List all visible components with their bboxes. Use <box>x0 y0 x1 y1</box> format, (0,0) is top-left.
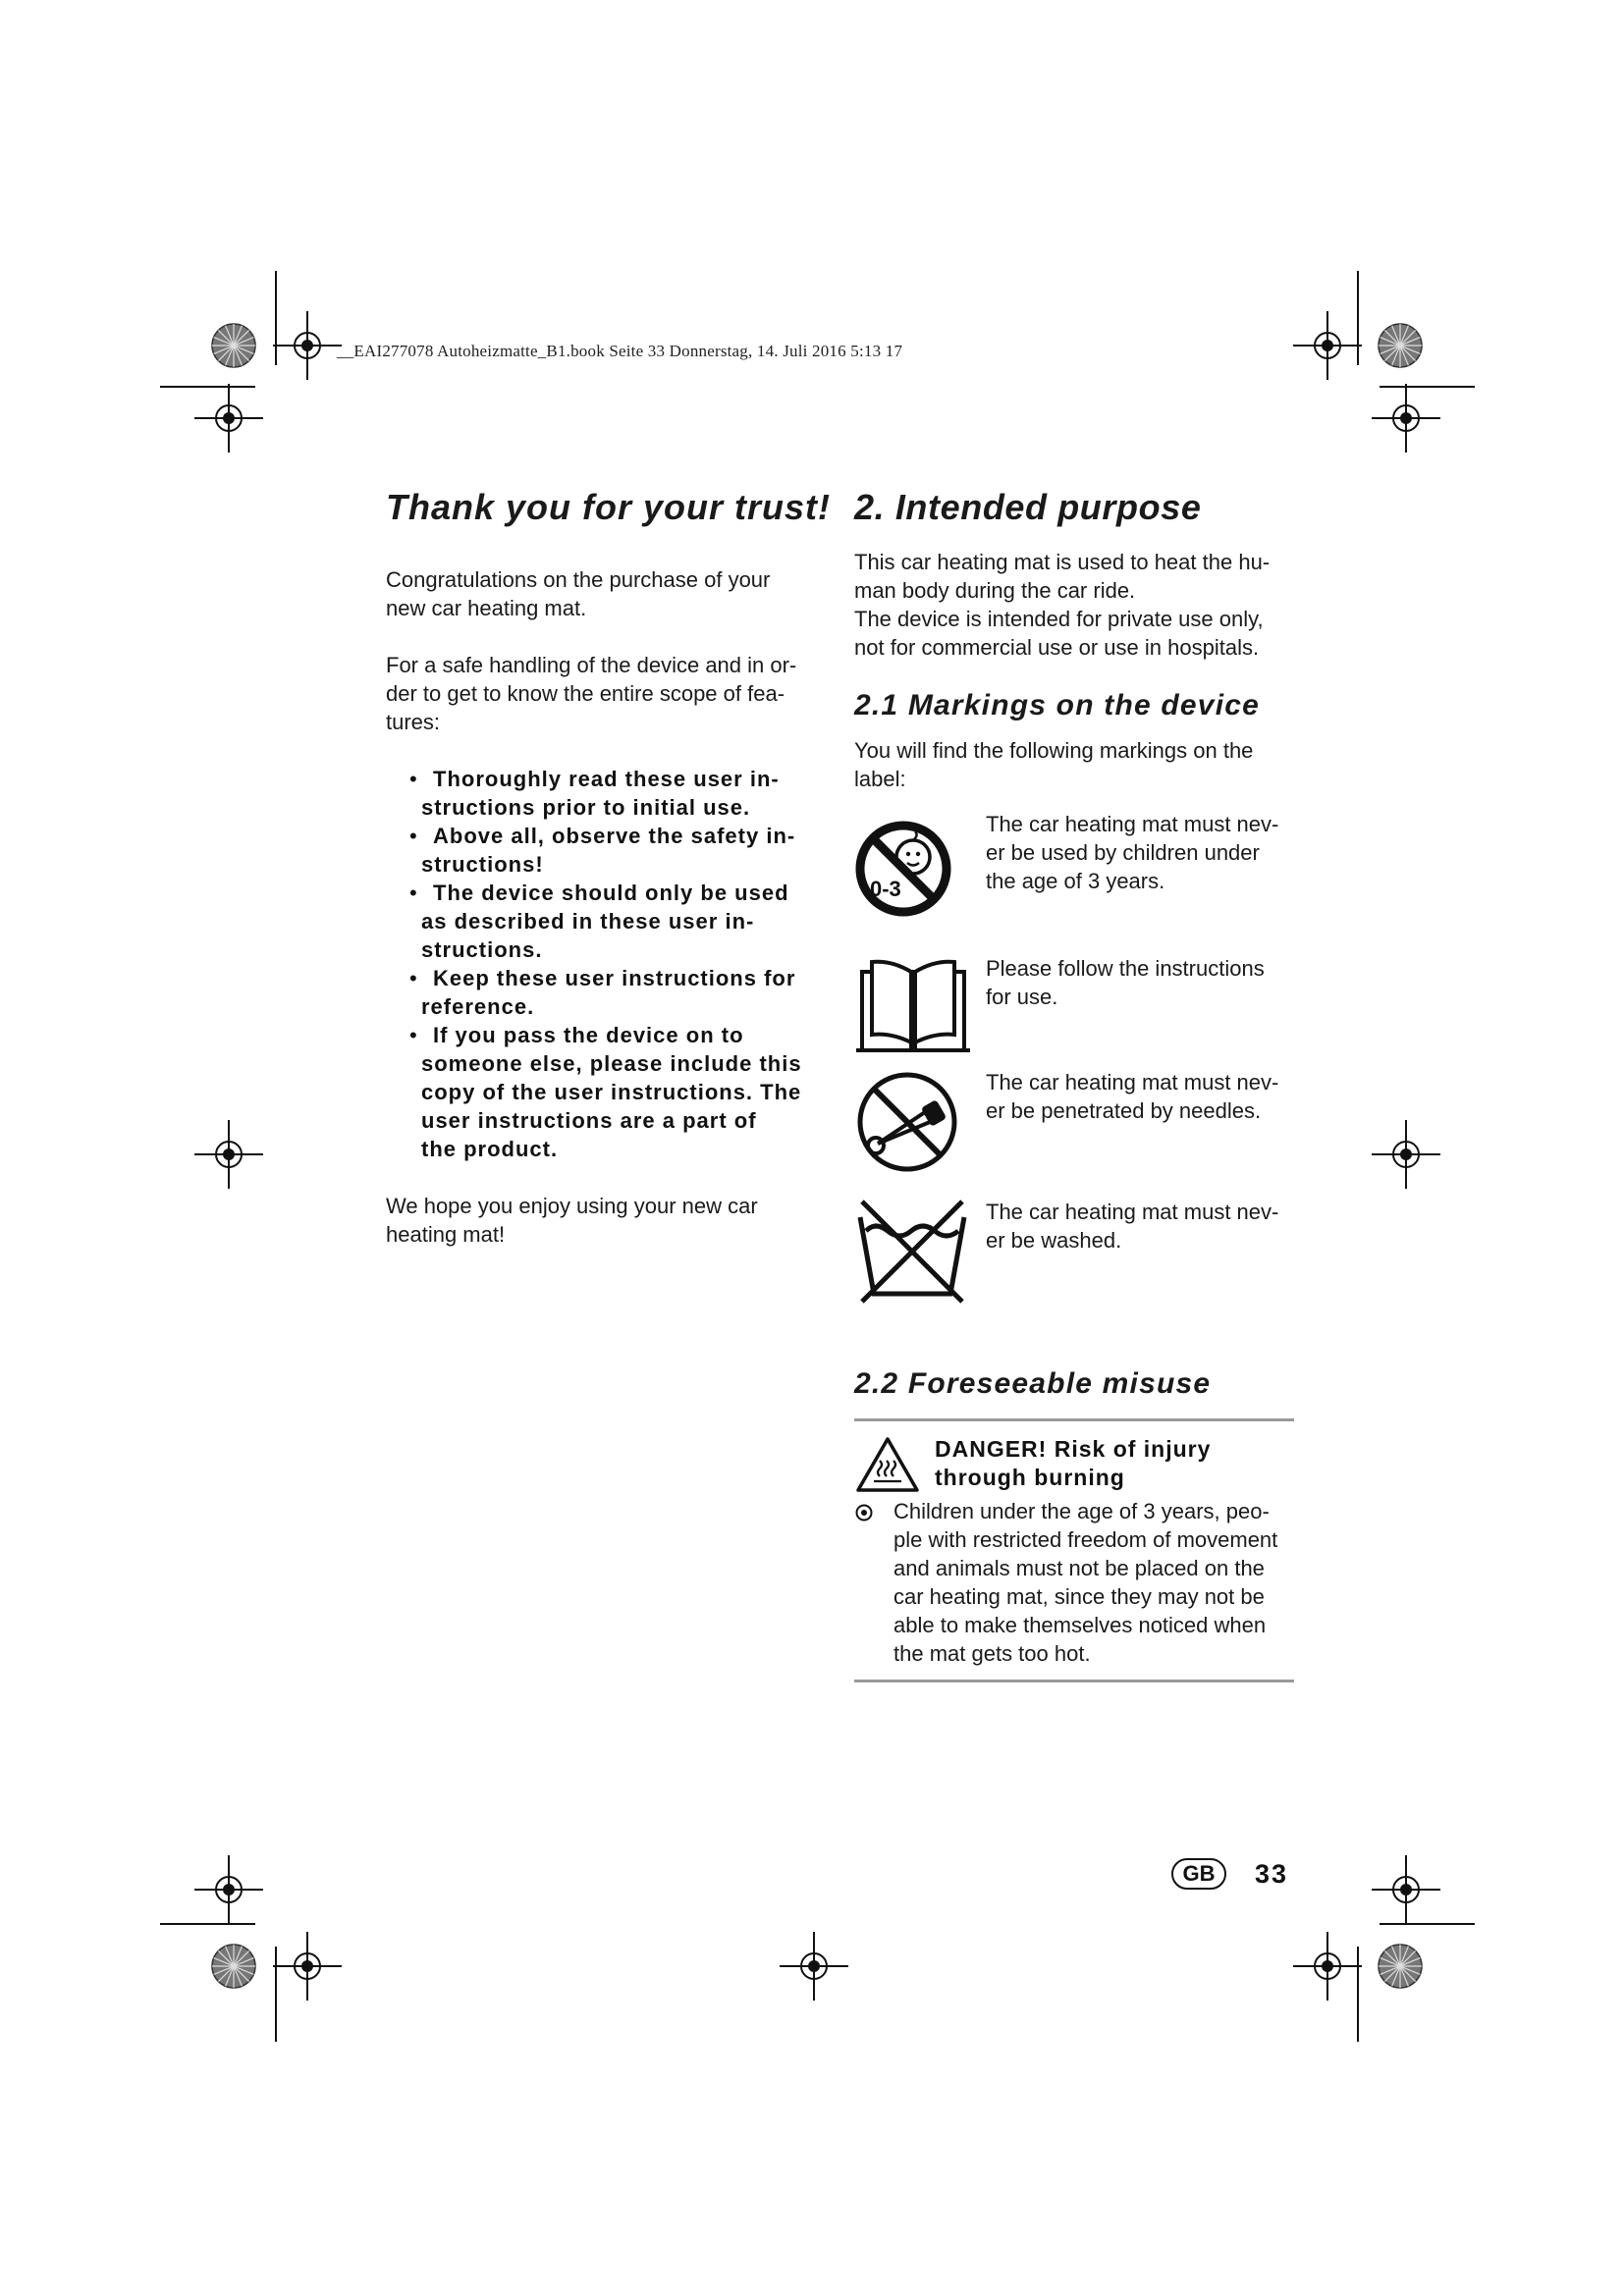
no-needles-icon <box>854 1067 982 1182</box>
bullet-item: • Keep these user instructions for reference. <box>409 966 796 1019</box>
marking-read-manual <box>854 954 1294 1061</box>
bullet-item: • Above all, observe the safety in- structions! <box>409 824 796 877</box>
thank-you-heading: Thank you for your trust! <box>386 487 832 527</box>
read-manual-icon <box>854 954 982 1061</box>
purpose-paragraph: This car heating mat is used to heat the hu- man body during the car ride. The device is intended for private use only, not for commercial use or use in hospitals. <box>854 550 1271 660</box>
print-slug: __EAI277078 Autoheizmatte_B1.book Seite 33 Donnerstag, 14. Juli 2016 5:13 17 <box>337 342 903 360</box>
page-number: 33 <box>1255 1859 1289 1889</box>
danger-bullet <box>854 1497 1294 1668</box>
right-column <box>854 487 1294 1682</box>
bullet-item: • The device should only be used as described in these user in- structions. <box>409 881 789 962</box>
danger-box-bottom-rule <box>854 1680 1294 1682</box>
age-badge-label: 0-3 <box>870 877 901 901</box>
left-column <box>386 487 833 1249</box>
bullet-item: • If you pass the device on to someone else, please include this copy of the user instructions. The user instructions are a part of the product. <box>409 1023 802 1161</box>
marking-text: Please follow the instructions for use. <box>986 956 1265 1009</box>
misuse-heading: 2.2 Foreseeable misuse <box>854 1367 1212 1400</box>
bullet-item: • Thoroughly read these user in- structions prior to initial use. <box>409 767 780 820</box>
safety-intro-paragraph: For a safe handling of the device and in or- der to get to know the entire scope of fea- tures: <box>386 653 797 734</box>
do-not-wash-icon <box>854 1196 982 1310</box>
star-target-top-right <box>1379 324 1422 367</box>
marking-text: The car heating mat must nev- er be used by children under the age of 3 years. <box>986 812 1279 893</box>
danger-box <box>854 1435 1294 1668</box>
star-target-bottom-right <box>1379 1945 1422 1988</box>
danger-header <box>854 1435 1294 1499</box>
marking-do-not-wash <box>854 1196 1294 1310</box>
closing-paragraph: We hope you enjoy using your new car heating mat! <box>386 1194 758 1247</box>
markings-heading: 2.1 Markings on the device <box>854 689 1260 721</box>
marking-text: The car heating mat must nev- er be penetrated by needles. <box>986 1070 1279 1123</box>
circled-dot-icon <box>854 1497 893 1527</box>
intro-paragraph: Congratulations on the purchase of your new car heating mat. <box>386 567 771 620</box>
no-children-0-3-icon <box>854 810 982 933</box>
danger-heading: DANGER! Risk of injury through burning <box>935 1436 1212 1490</box>
danger-text: Children under the age of 3 years, peo- ple with restricted freedom of movement and animals must not be placed on the car heating mat, since they may not be able to make themselves noticed when the mat gets too hot. <box>893 1499 1278 1666</box>
instruction-bullet-list <box>386 765 833 1163</box>
marking-text: The car heating mat must nev- er be washed. <box>986 1200 1279 1253</box>
marking-no-needles <box>854 1067 1294 1182</box>
markings-intro: You will find the following markings on the label: <box>854 738 1254 791</box>
intended-purpose-heading: 2. Intended purpose <box>854 487 1202 527</box>
star-target-top-left <box>212 324 255 367</box>
marking-no-children <box>854 810 1294 933</box>
star-target-bottom-left <box>212 1945 255 1988</box>
language-badge: GB <box>1171 1858 1226 1890</box>
hot-surface-warning-icon <box>854 1435 935 1499</box>
danger-box-top-rule <box>854 1418 1294 1421</box>
